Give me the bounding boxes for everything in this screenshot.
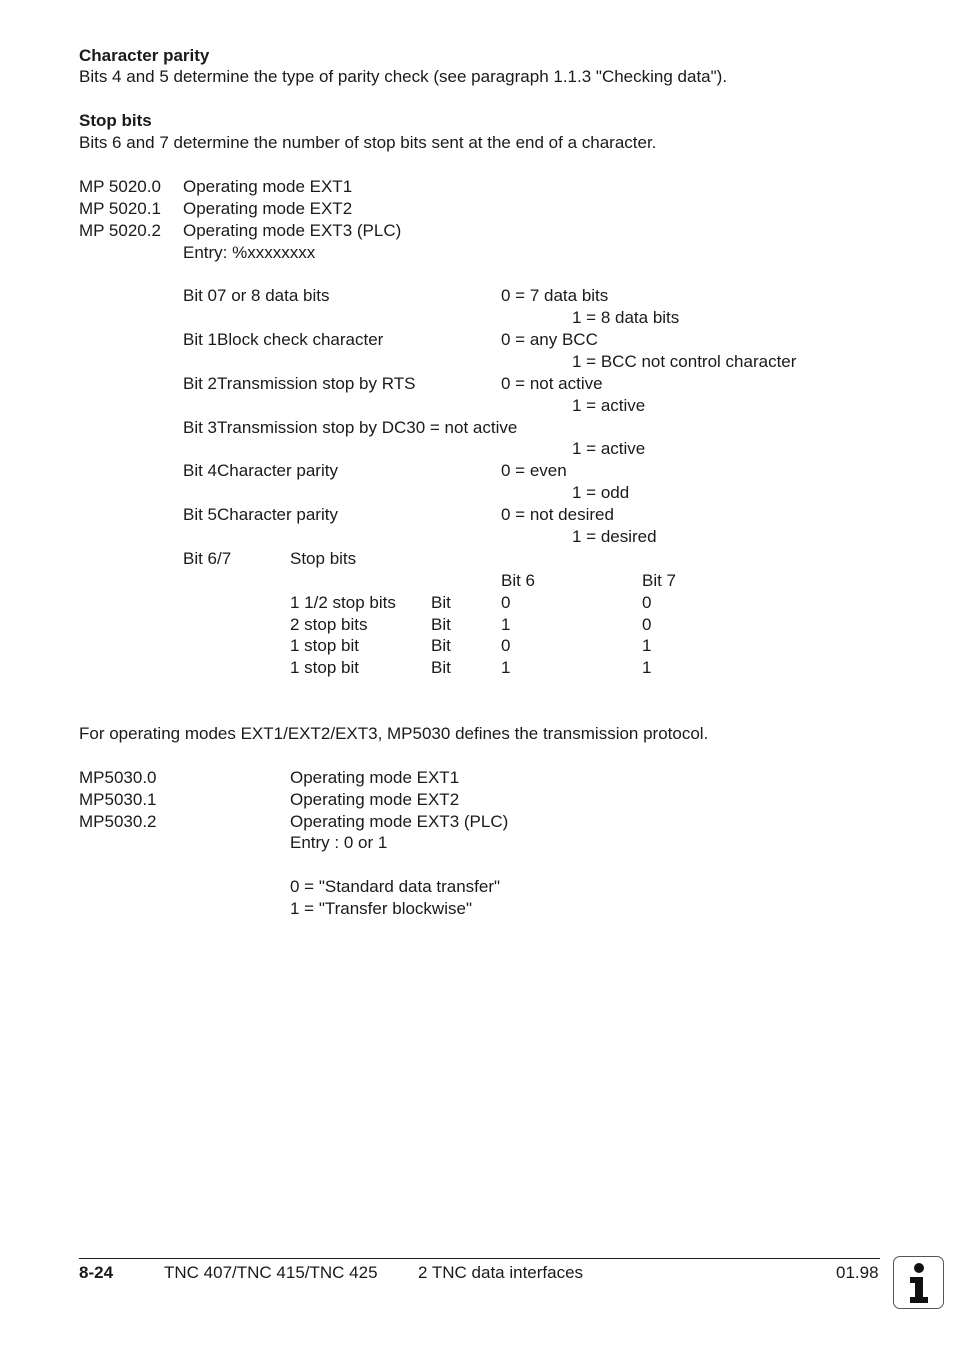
bit-label: Bit 4Character parity bbox=[183, 461, 338, 480]
bit-value-1: 1 = desired bbox=[572, 527, 657, 546]
entry-format: Entry : 0 or 1 bbox=[290, 833, 388, 852]
stop-bits-title: Stop bits bbox=[290, 549, 357, 568]
param-desc: Operating mode EXT1 bbox=[290, 768, 460, 787]
table-cell-b6: 1 bbox=[501, 615, 511, 634]
protocol-text: For operating modes EXT1/EXT2/EXT3, MP5030 defines the transmission protocol. bbox=[79, 724, 709, 743]
bit-value-1: 1 = BCC not control character bbox=[572, 352, 797, 371]
table-cell-b6: 0 bbox=[501, 636, 511, 655]
bit-value-1: 1 = odd bbox=[572, 483, 630, 502]
table-cell-bit: Bit bbox=[431, 615, 451, 634]
table-cell-bit: Bit bbox=[431, 658, 451, 677]
param-desc: Operating mode EXT3 (PLC) bbox=[290, 812, 509, 831]
table-cell-name: 1 1/2 stop bits bbox=[290, 593, 396, 612]
bit-label: Bit 2Transmission stop by RTS bbox=[183, 374, 416, 393]
param-code: MP 5020.2 bbox=[79, 221, 161, 240]
bit-value-0: 0 = even bbox=[501, 461, 567, 480]
table-header-bit6: Bit 6 bbox=[501, 571, 536, 590]
param-desc: Operating mode EXT2 bbox=[290, 790, 460, 809]
bit-label: Bit 07 or 8 data bits bbox=[183, 286, 330, 305]
bit-value-0: 0 = any BCC bbox=[501, 330, 598, 349]
table-cell-b7: 1 bbox=[642, 658, 652, 677]
bit-label: Bit 3Transmission stop by DC30 = not active bbox=[183, 418, 518, 437]
stop-bits-text: Bits 6 and 7 determine the number of stop bits sent at the end of a character. bbox=[79, 133, 657, 152]
table-cell-name: 1 stop bit bbox=[290, 636, 359, 655]
option-1: 1 = "Transfer blockwise" bbox=[290, 899, 472, 918]
stop-bits-label: Bit 6/7 bbox=[183, 549, 232, 568]
table-cell-b6: 0 bbox=[501, 593, 511, 612]
footer-model: TNC 407/TNC 415/TNC 425 bbox=[164, 1263, 378, 1282]
bit-value-0: 0 = 7 data bits bbox=[501, 286, 609, 305]
table-cell-b7: 0 bbox=[642, 615, 652, 634]
table-cell-bit: Bit bbox=[431, 593, 451, 612]
bit-value-1: 1 = active bbox=[572, 396, 646, 415]
table-cell-b7: 1 bbox=[642, 636, 652, 655]
param-code: MP 5020.1 bbox=[79, 199, 161, 218]
table-cell-b6: 1 bbox=[501, 658, 511, 677]
table-cell-bit: Bit bbox=[431, 636, 451, 655]
stop-bits-heading: Stop bits bbox=[79, 111, 152, 130]
entry-format: Entry: %xxxxxxxx bbox=[183, 243, 316, 262]
bit-value-0: 0 = not active bbox=[501, 374, 603, 393]
bit-label: Bit 1Block check character bbox=[183, 330, 384, 349]
param-code: MP5030.0 bbox=[79, 768, 157, 787]
param-code: MP5030.1 bbox=[79, 790, 157, 809]
footer-rule bbox=[79, 1258, 880, 1259]
footer-chapter: 2 TNC data interfaces bbox=[418, 1263, 584, 1282]
param-desc: Operating mode EXT1 bbox=[183, 177, 353, 196]
param-desc: Operating mode EXT2 bbox=[183, 199, 353, 218]
table-cell-name: 2 stop bits bbox=[290, 615, 368, 634]
page-number: 8-24 bbox=[79, 1263, 114, 1282]
parity-heading: Character parity bbox=[79, 46, 210, 65]
param-desc: Operating mode EXT3 (PLC) bbox=[183, 221, 402, 240]
param-code: MP5030.2 bbox=[79, 812, 157, 831]
bit-value-1: 1 = 8 data bits bbox=[572, 308, 680, 327]
table-cell-b7: 0 bbox=[642, 593, 652, 612]
table-cell-name: 1 stop bit bbox=[290, 658, 359, 677]
bit-value-1: 1 = active bbox=[572, 439, 646, 458]
bit-value-0: 0 = not desired bbox=[501, 505, 614, 524]
footer-date: 01.98 bbox=[836, 1263, 879, 1282]
option-0: 0 = "Standard data transfer" bbox=[290, 877, 501, 896]
param-code: MP 5020.0 bbox=[79, 177, 161, 196]
bit-label: Bit 5Character parity bbox=[183, 505, 338, 524]
table-header-bit7: Bit 7 bbox=[642, 571, 677, 590]
parity-text: Bits 4 and 5 determine the type of parity check (see paragraph 1.1.3 "Checking data"). bbox=[79, 67, 728, 86]
info-icon bbox=[893, 1256, 944, 1309]
